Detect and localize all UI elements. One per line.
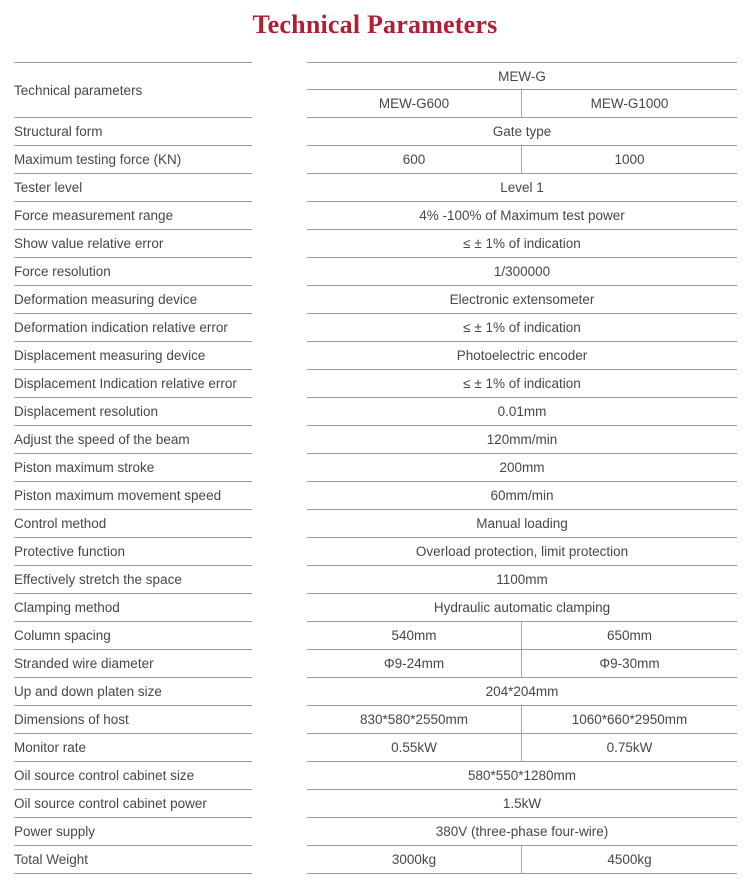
column-gap xyxy=(252,398,307,426)
table-row xyxy=(14,454,737,482)
table-row xyxy=(14,650,737,678)
row-value-merged: 1100mm xyxy=(307,566,737,594)
row-value-mew-g1000: 4500kg xyxy=(607,852,652,867)
row-label: Oil source control cabinet size xyxy=(14,762,252,790)
row-value-merged: 0.01mm xyxy=(307,398,737,426)
row-value-mew-g1000: 1060*660*2950mm xyxy=(571,712,688,727)
row-value-merged: Electronic extensometer xyxy=(307,286,737,314)
column-gap xyxy=(252,790,307,818)
table-row xyxy=(14,678,737,706)
row-values-split xyxy=(307,650,737,678)
header-left-label: Technical parameters xyxy=(14,62,252,118)
row-label: Effectively stretch the space xyxy=(14,566,252,594)
row-value-merged: 200mm xyxy=(307,454,737,482)
row-value-mew-g1000: 0.75kW xyxy=(606,740,653,755)
row-label: Clamping method xyxy=(14,594,252,622)
table-row xyxy=(14,174,737,202)
row-label: Adjust the speed of the beam xyxy=(14,426,252,454)
header-group-label: MEW-G xyxy=(307,62,737,90)
row-value-merged: 380V (three-phase four-wire) xyxy=(307,818,737,846)
row-value-merged: ≤ ± 1% of indication xyxy=(307,370,737,398)
table-row xyxy=(14,118,737,146)
row-value-merged: 4% -100% of Maximum test power xyxy=(307,202,737,230)
row-value-merged: ≤ ± 1% of indication xyxy=(307,314,737,342)
row-value-mew-g600: 540mm xyxy=(307,622,522,649)
row-value-mew-g600: 3000kg xyxy=(307,846,522,873)
table-row xyxy=(14,146,737,174)
row-label: Power supply xyxy=(14,818,252,846)
column-gap xyxy=(252,230,307,258)
row-value-merged: Overload protection, limit protection xyxy=(307,538,737,566)
row-label: Up and down platen size xyxy=(14,678,252,706)
row-value-mew-g600: 830*580*2550mm xyxy=(307,706,522,733)
spec-rows xyxy=(14,118,737,874)
row-label: Displacement Indication relative error xyxy=(14,370,252,398)
column-gap xyxy=(252,622,307,650)
table-row xyxy=(14,258,737,286)
row-value-merged: 580*550*1280mm xyxy=(307,762,737,790)
column-gap xyxy=(252,258,307,286)
row-label: Piston maximum movement speed xyxy=(14,482,252,510)
row-label: Total Weight xyxy=(14,846,252,874)
table-row xyxy=(14,846,737,874)
row-label: Stranded wire diameter xyxy=(14,650,252,678)
table-row xyxy=(14,342,737,370)
row-label: Maximum testing force (KN) xyxy=(14,146,252,174)
column-gap xyxy=(252,818,307,846)
row-label: Show value relative error xyxy=(14,230,252,258)
row-label: Displacement resolution xyxy=(14,398,252,426)
row-value-mew-g1000: 1000 xyxy=(614,152,645,167)
table-row xyxy=(14,762,737,790)
table-row xyxy=(14,622,737,650)
table-row xyxy=(14,790,737,818)
table-row xyxy=(14,398,737,426)
row-value-mew-g1000: Φ9-30mm xyxy=(599,656,660,671)
row-label: Force measurement range xyxy=(14,202,252,230)
header-right-block xyxy=(307,62,737,118)
column-gap xyxy=(252,734,307,762)
column-gap xyxy=(252,566,307,594)
table-row xyxy=(14,370,737,398)
row-value-merged: 1/300000 xyxy=(307,258,737,286)
table-row xyxy=(14,538,737,566)
page-title: Technical Parameters xyxy=(252,10,498,39)
column-gap xyxy=(252,846,307,874)
row-value-merged: Gate type xyxy=(307,118,737,146)
row-value-mew-g600: 0.55kW xyxy=(307,734,522,761)
column-gap xyxy=(252,202,307,230)
spec-table xyxy=(14,62,737,874)
table-row xyxy=(14,482,737,510)
column-gap xyxy=(252,118,307,146)
row-values-split xyxy=(307,846,737,874)
row-value-merged: Hydraulic automatic clamping xyxy=(307,594,737,622)
row-value-merged: 60mm/min xyxy=(307,482,737,510)
row-label: Column spacing xyxy=(14,622,252,650)
column-gap xyxy=(252,762,307,790)
table-row xyxy=(14,706,737,734)
table-row xyxy=(14,202,737,230)
row-label: Piston maximum stroke xyxy=(14,454,252,482)
row-value-merged: Manual loading xyxy=(307,510,737,538)
row-value-mew-g600: Φ9-24mm xyxy=(307,650,522,677)
table-row xyxy=(14,566,737,594)
header-model-mew-g1000: MEW-G1000 xyxy=(590,96,669,111)
column-gap xyxy=(252,650,307,678)
table-row xyxy=(14,426,737,454)
table-row xyxy=(14,314,737,342)
column-gap xyxy=(252,538,307,566)
column-gap xyxy=(252,314,307,342)
row-label: Dimensions of host xyxy=(14,706,252,734)
row-value-merged: 1.5kW xyxy=(307,790,737,818)
row-label: Monitor rate xyxy=(14,734,252,762)
column-gap xyxy=(252,286,307,314)
table-row xyxy=(14,230,737,258)
header-model-mew-g600: MEW-G600 xyxy=(307,90,522,117)
table-row xyxy=(14,594,737,622)
row-value-merged: 120mm/min xyxy=(307,426,737,454)
table-row xyxy=(14,510,737,538)
row-values-split xyxy=(307,706,737,734)
row-value-merged: Level 1 xyxy=(307,174,737,202)
row-value-merged: Photoelectric encoder xyxy=(307,342,737,370)
table-row xyxy=(14,734,737,762)
row-label: Structural form xyxy=(14,118,252,146)
header-models-row xyxy=(307,90,737,118)
table-row xyxy=(14,818,737,846)
column-gap xyxy=(252,510,307,538)
column-gap xyxy=(252,454,307,482)
column-gap xyxy=(252,426,307,454)
column-gap xyxy=(252,482,307,510)
row-label: Force resolution xyxy=(14,258,252,286)
row-label: Protective function xyxy=(14,538,252,566)
column-gap xyxy=(252,678,307,706)
row-label: Oil source control cabinet power xyxy=(14,790,252,818)
column-gap xyxy=(252,594,307,622)
row-value-mew-g600: 600 xyxy=(307,146,522,173)
row-label: Tester level xyxy=(14,174,252,202)
row-label: Displacement measuring device xyxy=(14,342,252,370)
column-gap xyxy=(252,342,307,370)
row-values-split xyxy=(307,622,737,650)
column-gap xyxy=(252,706,307,734)
row-values-split xyxy=(307,146,737,174)
column-gap xyxy=(252,174,307,202)
column-gap xyxy=(252,370,307,398)
row-value-mew-g1000: 650mm xyxy=(606,628,652,643)
row-label: Control method xyxy=(14,510,252,538)
column-gap xyxy=(252,146,307,174)
column-gap xyxy=(252,62,307,118)
table-header-row xyxy=(14,62,737,118)
table-row xyxy=(14,286,737,314)
row-value-merged: 204*204mm xyxy=(307,678,737,706)
row-value-merged: ≤ ± 1% of indication xyxy=(307,230,737,258)
row-label: Deformation measuring device xyxy=(14,286,252,314)
row-values-split xyxy=(307,734,737,762)
row-label: Deformation indication relative error xyxy=(14,314,252,342)
